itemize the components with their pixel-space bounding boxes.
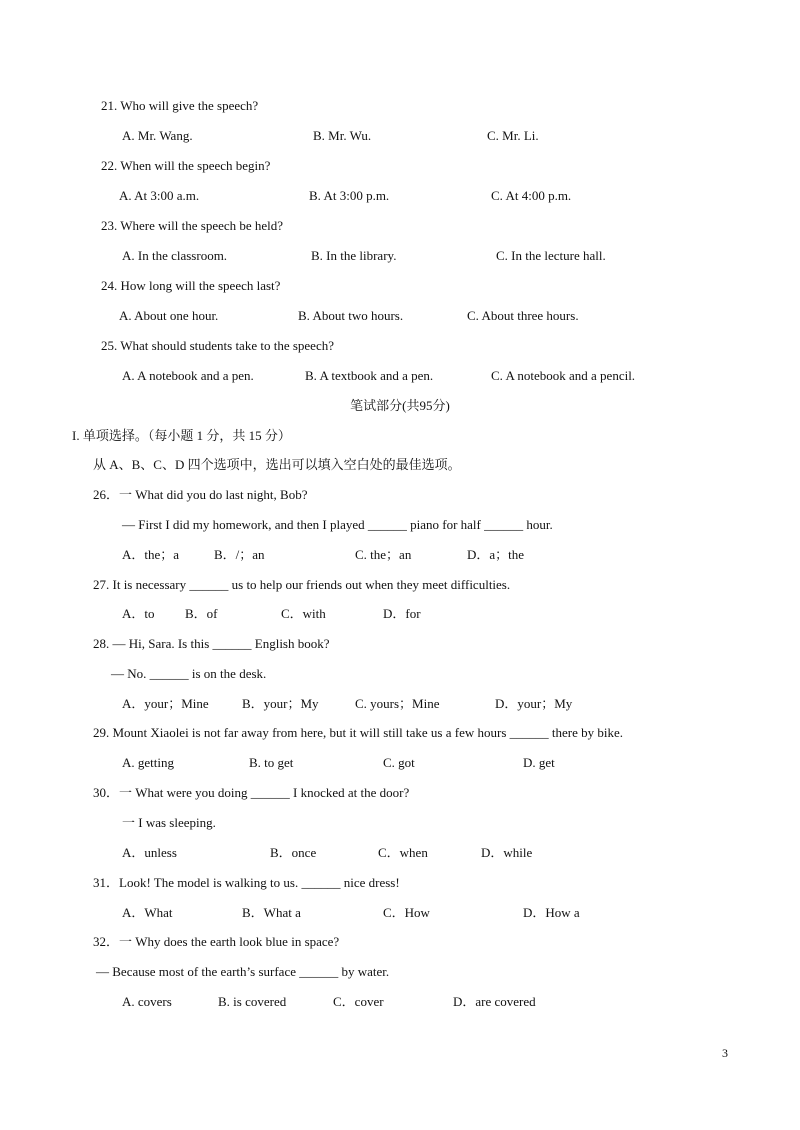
q26-option-c: C. the；an bbox=[355, 547, 412, 562]
q29-option-b: B. to get bbox=[249, 755, 294, 770]
question-25: 25. What should students take to the speech? bbox=[101, 338, 334, 353]
question-28: 28. — Hi, Sara. Is this ______ English book? bbox=[93, 636, 330, 651]
question-24: 24. How long will the speech last? bbox=[101, 278, 281, 293]
q27-option-d: D．for bbox=[383, 606, 421, 621]
q29-option-c: C. got bbox=[383, 755, 415, 770]
q24-option-a: A. About one hour. bbox=[119, 308, 219, 323]
q28-option-c: C. yours；Mine bbox=[355, 696, 440, 711]
question-29: 29. Mount Xiaolei is not far away from here, but it will still take us a few hours ______ there by bike. bbox=[93, 725, 623, 740]
question-26-line-2: — First I did my homework, and then I played ______ piano for half ______ hour. bbox=[122, 517, 553, 532]
q29-option-d: D. get bbox=[523, 755, 555, 770]
q31-option-a: A．What bbox=[122, 905, 173, 920]
q26-option-a: A．the；a bbox=[122, 547, 180, 562]
q28-option-b: B．your；My bbox=[242, 696, 319, 711]
q22-option-b: B. At 3:00 p.m. bbox=[309, 188, 390, 203]
q31-option-b: B．What a bbox=[242, 905, 301, 920]
q21-option-a: A. Mr. Wang. bbox=[122, 128, 193, 143]
q26-option-b: B．/；an bbox=[214, 547, 265, 562]
question-32: 32．一 Why does the earth look blue in space? bbox=[93, 934, 340, 949]
question-28-line-2: — No. ______ is on the desk. bbox=[111, 666, 267, 681]
q28-option-d: D．your；My bbox=[495, 696, 573, 711]
q31-option-c: C．How bbox=[383, 905, 430, 920]
q24-option-c: C. About three hours. bbox=[467, 308, 579, 323]
page-number: 3 bbox=[722, 1046, 728, 1060]
section-instruction: 从 A、B、C、D 四个选项中，选出可以填入空白处的最佳选项。 bbox=[93, 457, 461, 472]
q23-option-c: C. In the lecture hall. bbox=[496, 248, 606, 263]
q23-option-b: B. In the library. bbox=[311, 248, 397, 263]
question-30-line-2: 一 I was sleeping. bbox=[122, 815, 216, 830]
q32-option-a: A. covers bbox=[122, 994, 172, 1009]
q27-option-b: B．of bbox=[185, 606, 218, 621]
q30-option-d: D．while bbox=[481, 845, 533, 860]
q29-option-a: A. getting bbox=[122, 755, 174, 770]
q32-option-b: B. is covered bbox=[218, 994, 287, 1009]
q21-option-b: B. Mr. Wu. bbox=[313, 128, 372, 143]
q25-option-b: B. A textbook and a pen. bbox=[305, 368, 434, 383]
q30-option-b: B．once bbox=[270, 845, 317, 860]
q26-option-d: D．a；the bbox=[467, 547, 525, 562]
q22-option-c: C. At 4:00 p.m. bbox=[491, 188, 572, 203]
question-26: 26．一 What did you do last night, Bob? bbox=[93, 487, 308, 502]
q32-option-d: D．are covered bbox=[453, 994, 536, 1009]
written-part-title: 笔试部分(共95分) bbox=[350, 398, 450, 413]
question-30: 30．一 What were you doing ______ I knocked at the door? bbox=[93, 785, 410, 800]
question-27: 27. It is necessary ______ us to help our friends out when they meet difficulties. bbox=[93, 577, 511, 592]
question-22: 22. When will the speech begin? bbox=[101, 158, 271, 173]
q25-option-a: A. A notebook and a pen. bbox=[122, 368, 254, 383]
question-23: 23. Where will the speech be held? bbox=[101, 218, 284, 233]
section-title: I. 单项选择。（每小题 1 分，共 15 分） bbox=[72, 428, 291, 443]
q31-option-d: D．How a bbox=[523, 905, 580, 920]
q25-option-c: C. A notebook and a pencil. bbox=[491, 368, 636, 383]
q32-option-c: C．cover bbox=[333, 994, 384, 1009]
q23-option-a: A. In the classroom. bbox=[122, 248, 228, 263]
q30-option-a: A．unless bbox=[122, 845, 177, 860]
q24-option-b: B. About two hours. bbox=[298, 308, 404, 323]
question-31: 31．Look! The model is walking to us. ______ nice dress! bbox=[93, 875, 400, 890]
q27-option-a: A．to bbox=[122, 606, 155, 621]
q27-option-c: C．with bbox=[281, 606, 326, 621]
q30-option-c: C．when bbox=[378, 845, 428, 860]
question-21: 21. Who will give the speech? bbox=[101, 98, 259, 113]
q21-option-c: C. Mr. Li. bbox=[487, 128, 539, 143]
q22-option-a: A. At 3:00 a.m. bbox=[119, 188, 200, 203]
q28-option-a: A．your；Mine bbox=[122, 696, 209, 711]
question-32-line-2: — Because most of the earth’s surface ______ by water. bbox=[96, 964, 390, 979]
